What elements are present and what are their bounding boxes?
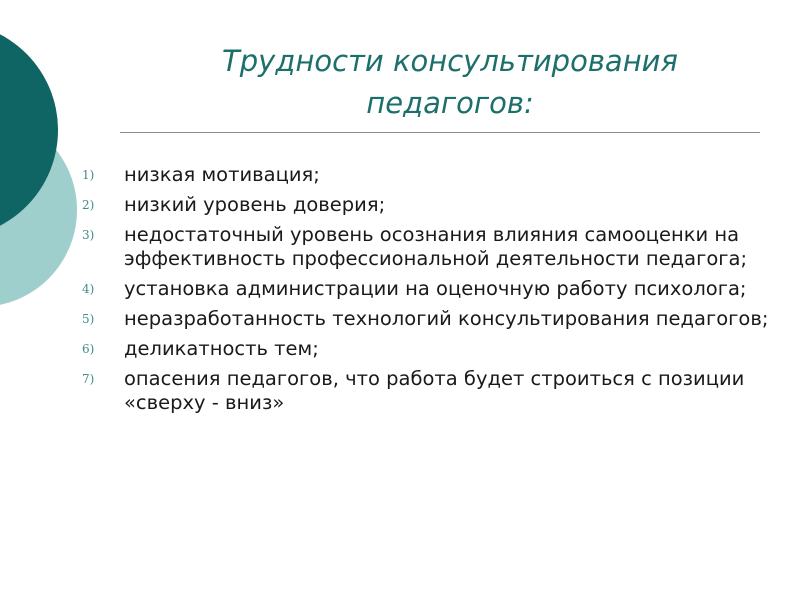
difficulties-list: [82, 163, 772, 421]
list-marker: 6): [82, 342, 95, 356]
list-item: [82, 193, 772, 217]
list-item-text: низкая мотивация;: [124, 163, 320, 186]
list-item: [82, 277, 772, 301]
list-item-text: установка администрации на оценочную работу психолога;: [124, 277, 747, 300]
list-marker: 4): [82, 282, 95, 296]
list-item-text: недостаточный уровень осознания влияния самооценки на эффективность профессиональной деятельности педагога;: [124, 223, 748, 270]
list-item: [82, 163, 772, 187]
list-item: [82, 337, 772, 361]
list-item-text: опасения педагогов, что работа будет строиться с позиции «сверху - вниз»: [124, 367, 745, 414]
list-item-text: неразработанность технологий консультирования педагогов;: [124, 307, 769, 330]
list-marker: 5): [82, 312, 95, 326]
list-marker: 7): [82, 372, 95, 386]
list-marker: 3): [82, 228, 95, 242]
list-item: [82, 307, 772, 331]
list-item: [82, 367, 772, 415]
list-item: [82, 223, 772, 271]
list-marker: 2): [82, 198, 95, 212]
list-item-text: деликатность тем;: [124, 337, 319, 360]
title-line-2: педагогов:: [366, 86, 534, 120]
list-marker: 1): [82, 168, 95, 182]
title-divider: [120, 132, 760, 133]
list-item-text: низкий уровень доверия;: [124, 193, 386, 216]
slide-title: [150, 40, 750, 124]
title-line-1: Трудности консультирования: [222, 44, 678, 78]
